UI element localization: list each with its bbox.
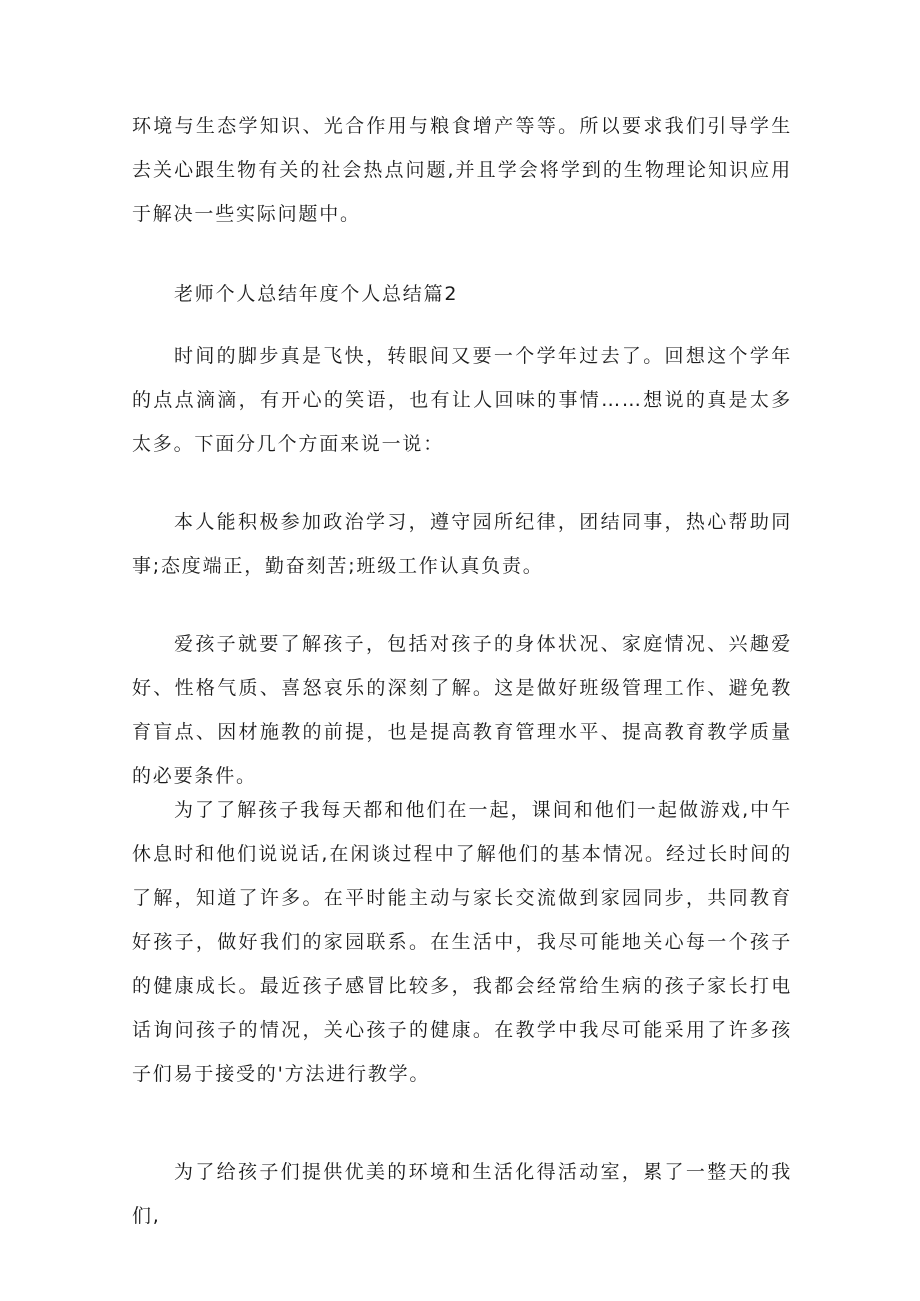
paragraph-attitude: 本人能积极参加政治学习，遵守园所纪律，团结同事，热心帮助同事;态度端正，勤奋刻苦;班级工作认真负责。 xyxy=(132,511,792,577)
paragraph-daily-care: 为了了解孩子我每天都和他们在一起，课间和他们一起做游戏,中午休息时和他们说说话,在闲谈过程中了解他们的基本情况。经过长时间的了解，知道了许多。在平时能主动与家长交流做到家园同步，共同教育好孩子，做好我们的家园联系。在生活中，我尽可能地关心每一个孩子的健康成长。最近孩子感冒比较多，我都会经常给生病的孩子家长打电话询问孩子的情况，关心孩子的健康。在教学中我尽可能采用了许多孩子们易于接受的'方法进行教学。 xyxy=(132,799,792,1085)
paragraph-ecology-continuation: 环境与生态学知识、光合作用与粮食增产等等。所以要求我们引导学生去关心跟生物有关的社会热点问题,并且学会将学到的生物理论知识应用于解决一些实际问题中。 xyxy=(132,115,792,225)
paragraph-environment: 为了给孩子们提供优美的环境和生活化得活动室，累了一整天的我们, xyxy=(132,1161,792,1227)
section-heading: 老师个人总结年度个人总结篇2 xyxy=(174,283,459,305)
paragraph-intro: 时间的脚步真是飞快，转眼间又要一个学年过去了。回想这个学年的点点滴滴，有开心的笑语，也有让人回味的事情……想说的真是太多太多。下面分几个方面来说一说： xyxy=(132,345,792,455)
paragraph-understanding-children: 爱孩子就要了解孩子，包括对孩子的身体状况、家庭情况、兴趣爱好、性格气质、喜怒哀乐的深刻了解。这是做好班级管理工作、避免教育盲点、因材施教的前提，也是提高教育管理水平、提高教育教学质量的必要条件。 xyxy=(132,633,792,787)
